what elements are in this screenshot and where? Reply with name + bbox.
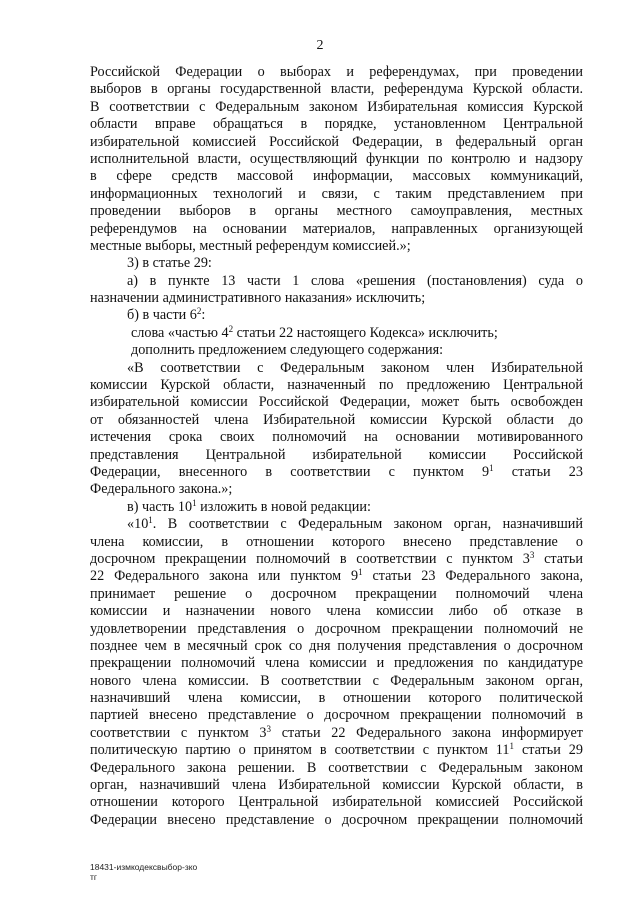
- text-line: области вправе обращаться в порядке, установленном Центральной: [90, 116, 583, 133]
- text-line: выборов в органы государственной власти, референдума Курской области.: [90, 81, 583, 98]
- text-line: избирательной комиссии Российской Федерации, может быть освобожден: [90, 394, 583, 411]
- text-line: [90, 325, 583, 342]
- document-footer: [90, 862, 197, 882]
- text-fragment: политическую партию о принятом в соответствии с пунктом 11: [90, 742, 510, 759]
- text-line: члена комиссии, в отношении которого внесено представление о: [90, 533, 583, 550]
- superscript: 1: [489, 462, 494, 473]
- text-fragment: статьи: [534, 550, 583, 567]
- text-fragment: слова «частью 4: [131, 324, 229, 341]
- text-line: комиссии и назначении нового члена комиссии либо об отказе в: [90, 603, 583, 620]
- text-fragment: статьи 22 Федерального закона информирует: [270, 724, 584, 741]
- text-line: назначении административного наказания» исключить;: [90, 290, 426, 307]
- text-line: в сфере средств массовой информации, массовых коммуникаций,: [90, 168, 583, 185]
- text-fragment: соответствии с пунктом 3: [90, 724, 267, 741]
- text-fragment: . В соответствии с Федеральным законом орган, назначивший: [152, 516, 583, 533]
- text-line: нового члена комиссии. В соответствии с Федеральным законом орган,: [90, 672, 583, 689]
- text-line: Российской Федерации о выборах и референдумах, при проведении: [90, 64, 583, 80]
- superscript: 2: [196, 306, 202, 317]
- text-line: «В соответствии с Федеральным законом член Избирательной: [127, 359, 583, 376]
- text-line: избирательной комиссией Российской Федерации, в федеральный орган: [90, 133, 583, 150]
- text-line: Федерации внесено представление о досрочном прекращении полномочий: [90, 811, 583, 828]
- text-line: [90, 742, 583, 759]
- text-line: от обязанностей члена Избирательной комиссии Курской области до: [90, 411, 583, 428]
- text-line: В соответствии с Федеральным законом Избирательная комиссия Курской: [90, 98, 583, 115]
- text-fragment: б) в части 6: [127, 307, 197, 324]
- text-line: [90, 464, 583, 481]
- document-body: [90, 64, 583, 829]
- text-line: информационных технологий и связи, с таким представлением при: [90, 185, 583, 202]
- text-line: позднее чем в месячный срок со дня получения представления о досрочном: [90, 637, 583, 654]
- document-code: 18431-измкодексвыбор-зко: [90, 862, 198, 872]
- text-line: референдумов на основании материалов, направленных организующей: [90, 220, 583, 237]
- text-fragment: «10: [127, 516, 149, 533]
- text-fragment: изложить в новой редакции:: [196, 498, 371, 515]
- superscript: 1: [192, 497, 197, 508]
- text-line: представления Центральной избирательной комиссии Российской: [90, 446, 583, 463]
- text-line: орган, назначивший члена Избирательной комиссии Курской области, в: [90, 777, 583, 794]
- text-fragment: статьи 23 Федерального закона,: [362, 568, 583, 585]
- text-line: проведении выборов в органы местного самоуправления, местных: [90, 203, 583, 220]
- text-line: [90, 307, 583, 324]
- text-line: [90, 568, 583, 585]
- text-line: отношении которого Центральной избирательной комиссией Российской: [90, 794, 583, 811]
- author-initials: тг: [90, 872, 97, 882]
- text-line: Федерального закона решении. В соответствии с Федеральным законом: [90, 759, 583, 776]
- text-line: исполнительной власти, осуществляющий функции по контролю и надзору: [90, 150, 583, 167]
- text-line: удовлетворении представления о досрочном прекращении полномочий не: [90, 620, 583, 637]
- text-line: Федерального закона.»;: [90, 481, 233, 498]
- text-fragment: :: [201, 307, 206, 324]
- text-line: дополнить предложением следующего содержания:: [131, 342, 444, 359]
- text-fragment: статьи 29: [513, 742, 583, 759]
- text-fragment: Федерации, внесенного в соответствии с пунктом 9: [90, 463, 490, 480]
- superscript: 3: [529, 549, 535, 560]
- superscript: 1: [148, 515, 153, 526]
- text-fragment: досрочном прекращении полномочий в соответствии с пунктом 3: [90, 550, 530, 567]
- text-line: [90, 499, 583, 516]
- text-line: истечения срока своих полномочий на основании мотивированного: [90, 429, 583, 446]
- text-line: принимает решение о досрочном прекращении полномочий члена: [90, 585, 583, 602]
- superscript: 1: [509, 741, 514, 752]
- text-fragment: в) часть 10: [127, 498, 193, 515]
- text-fragment: статьи 23: [493, 463, 583, 480]
- text-line: комиссии Курской области, назначенный по предложению Центральной: [90, 377, 583, 394]
- superscript: 2: [228, 323, 234, 334]
- text-line: назначивший члена комиссии, в отношении которого политической: [90, 690, 583, 707]
- text-line: 3) в статье 29:: [127, 255, 212, 272]
- text-line: прекращении полномочий члена комиссии и предложения по кандидатуре: [90, 655, 583, 672]
- text-fragment: статьи 22 настоящего Кодекса» исключить;: [233, 324, 498, 341]
- text-line: партией внесено представление о досрочном прекращении полномочий в: [90, 707, 583, 724]
- superscript: 3: [266, 723, 271, 734]
- superscript: 1: [358, 567, 363, 578]
- text-line: [90, 551, 583, 568]
- text-line: местные выборы, местный референдум комиссией.»;: [90, 237, 411, 254]
- text-fragment: 22 Федерального закона или пунктом 9: [90, 568, 359, 585]
- page-number: 2: [316, 38, 324, 53]
- text-line: [90, 516, 583, 533]
- text-line: а) в пункте 13 части 1 слова «решения (постановления) суда о: [127, 272, 583, 289]
- text-line: [90, 725, 583, 742]
